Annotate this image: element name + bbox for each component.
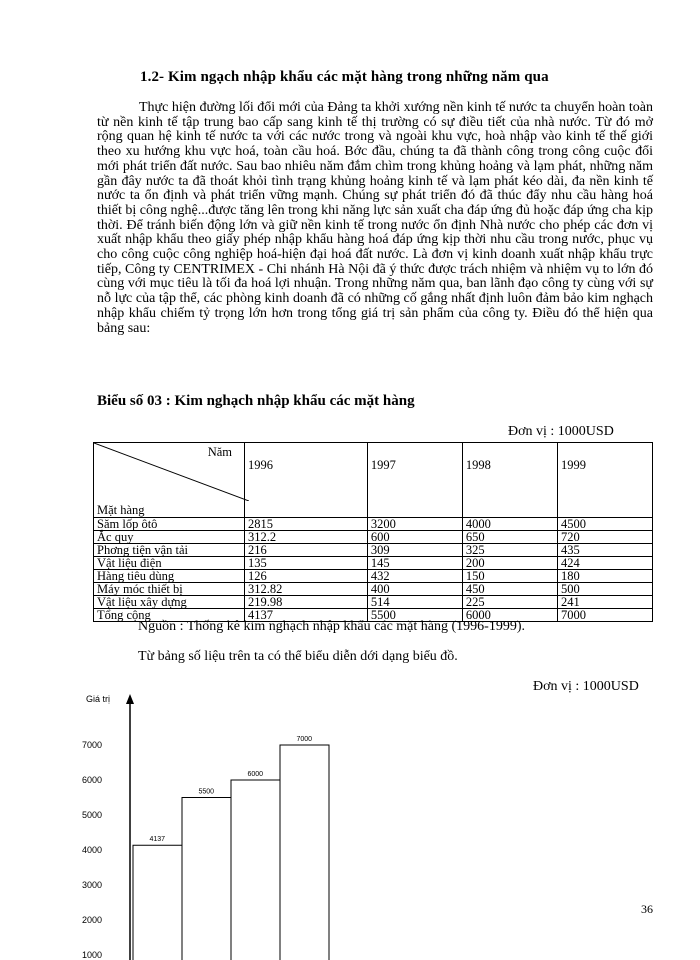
table-row — [94, 544, 653, 557]
bar-value-label: 5500 — [198, 788, 215, 796]
y-axis-arrow-icon — [126, 694, 134, 704]
table-source: Nguồn : Thống kê kim nghạch nhập khẩu các mặt hàng (1996-1999). — [138, 619, 525, 634]
bar-value-label: 6000 — [247, 771, 264, 778]
bar-value-label: 7000 — [296, 736, 313, 743]
y-tick-label: 7000 — [82, 740, 103, 750]
cell: 500 — [557, 583, 652, 596]
row-label: Máy móc thiết bị — [94, 583, 245, 596]
row-label: Tổng cộng — [94, 609, 245, 622]
cell: 216 — [245, 544, 368, 557]
cell: 4500 — [557, 518, 652, 531]
cell: 5500 — [367, 609, 462, 622]
cell: 4137 — [245, 609, 368, 622]
cell: 225 — [462, 596, 557, 609]
cell: 200 — [462, 557, 557, 570]
bar-value-label: 4137 — [149, 836, 166, 844]
cell: 435 — [557, 544, 652, 557]
cell: 241 — [557, 596, 652, 609]
cell: 135 — [245, 557, 368, 570]
cell: 4000 — [462, 518, 557, 531]
table-row — [94, 518, 653, 531]
corner-item-label: Mặt hàng — [97, 503, 145, 517]
row-label: Vật liệu điện — [94, 557, 245, 570]
cell: 514 — [367, 596, 462, 609]
cell: 400 — [367, 583, 462, 596]
cell: 600 — [367, 531, 462, 544]
cell: 3200 — [367, 518, 462, 531]
row-label: Săm lốp ôtô — [94, 518, 245, 531]
y-tick-label: 3000 — [82, 880, 103, 890]
y-tick-label: 1000 — [82, 950, 103, 960]
cell: 2815 — [245, 518, 368, 531]
cell: 424 — [557, 557, 652, 570]
cell: 312.2 — [245, 531, 368, 544]
table-unit: Đơn vị : 1000USD — [508, 424, 614, 439]
cell: 432 — [367, 570, 462, 583]
y-tick-label: 2000 — [82, 915, 103, 925]
import-bar-chart — [0, 680, 700, 960]
bar — [133, 845, 182, 960]
bar — [231, 780, 280, 960]
table-corner-cell — [94, 443, 245, 518]
bars — [133, 736, 329, 960]
table-row — [94, 531, 653, 544]
cell: 126 — [245, 570, 368, 583]
row-label: Vật liệu xây dựng — [94, 596, 245, 609]
table-row — [94, 557, 653, 570]
cell: 650 — [462, 531, 557, 544]
row-label: Phơng tiện vận tải — [94, 544, 245, 557]
chart-intro-note: Từ bảng số liệu trên ta có thể biểu diễn dới dạng biểu đồ. — [138, 649, 458, 664]
import-table — [93, 442, 653, 622]
table-row — [94, 596, 653, 609]
y-tick-label: 5000 — [82, 810, 103, 820]
cell: 450 — [462, 583, 557, 596]
bar — [280, 745, 329, 960]
page-number: 36 — [641, 902, 653, 916]
chart-unit: Đơn vị : 1000USD — [533, 679, 639, 694]
y-ticks — [82, 740, 102, 960]
year-header: 1997 — [367, 443, 462, 518]
y-axis-label: Giá trị — [86, 694, 111, 704]
cell: 325 — [462, 544, 557, 557]
year-header: 1999 — [557, 443, 652, 518]
bar — [182, 798, 231, 960]
cell: 219.98 — [245, 596, 368, 609]
body-paragraph: Thực hiện đường lối đổi mới của Đảng ta khởi xướng nền kinh tế nước ta chuyển hoàn toàn từ nền kinh tế tập trung bao cấp sang kinh tế thị trường có sự điều tiết của nhà nước. Từ đó mở rộng quan hệ kinh tế nước ta với các nước trong và ngoài khu vực, hoà nhập vào kinh tế thế giới theo xu hướng khu vực hoá, toàn cầu hoá. Bớc đầu, chúng ta đã thành công trong công cuộc đổi mới phát triển đất nước. Sau bao nhiêu năm đắm chìm trong khủng hoảng và lạm phát, những năm gần đây nước ta đã thoát khỏi tình trạng khủng hoảng kinh tế và lạm phát kéo dài, đa nền kinh tế nước ta ổn định và phát triển vững mạnh. Chúng sự phát triển đó đã thúc đẩy nhu cầu hàng hoá thiết bị công nghệ...được tăng lên trong khi năng lực sản xuất cha đáp ứng đủ hoặc đáp ứng cha kịp thời. Để tránh biến động lớn và giữ nền kinh tế trong nước ổn định Nhà nước cho phép các đơn vị xuất nhập khẩu theo giấy phép nhập khẩu hàng hoá đáp ứng kịp thời nhu cầu trong nước, phục vụ cho công cuộc công nghiệp hoá-hiện đại hoá đất nước. Là đơn vị kinh doanh xuất nhập khẩu trực tiếp, Công ty CENTRIMEX - Chi nhánh Hà Nội đã ý thức được trách nhiệm và nhiệm vụ to lớn đó cùng với mục tiêu là tối đa hoá lợi nhuận. Trong những năm qua, ban lãnh đạo công ty cùng với sự nỗ lực của tập thể, các phòng kinh doanh đã có những cố gắng nhất định luôn đảm bảo kim nghạch nhập khẩu chiếm tỷ trọng lớn hơn trong tổng giá trị sản phẩm của công ty. Điều đó thể hiện qua bảng sau: — [97, 100, 654, 336]
table-row — [94, 583, 653, 596]
table-row — [94, 570, 653, 583]
year-header: 1998 — [462, 443, 557, 518]
y-tick-label: 6000 — [82, 775, 103, 785]
cell: 180 — [557, 570, 652, 583]
corner-year-label: Năm — [207, 445, 232, 459]
cell: 309 — [367, 544, 462, 557]
table-caption: Biểu số 03 : Kim nghạch nhập khẩu các mặt hàng — [97, 393, 415, 409]
year-header: 1996 — [245, 443, 368, 518]
cell: 720 — [557, 531, 652, 544]
cell: 312.82 — [245, 583, 368, 596]
cell: 150 — [462, 570, 557, 583]
table-header-row — [94, 443, 653, 518]
cell: 7000 — [557, 609, 652, 622]
cell: 6000 — [462, 609, 557, 622]
cell: 145 — [367, 557, 462, 570]
section-heading: 1.2- Kim ngạch nhập khẩu các mặt hàng trong những năm qua — [140, 69, 549, 85]
row-label: Ắc quy — [94, 531, 245, 544]
y-tick-label: 4000 — [82, 845, 103, 855]
row-label: Hàng tiêu dùng — [94, 570, 245, 583]
